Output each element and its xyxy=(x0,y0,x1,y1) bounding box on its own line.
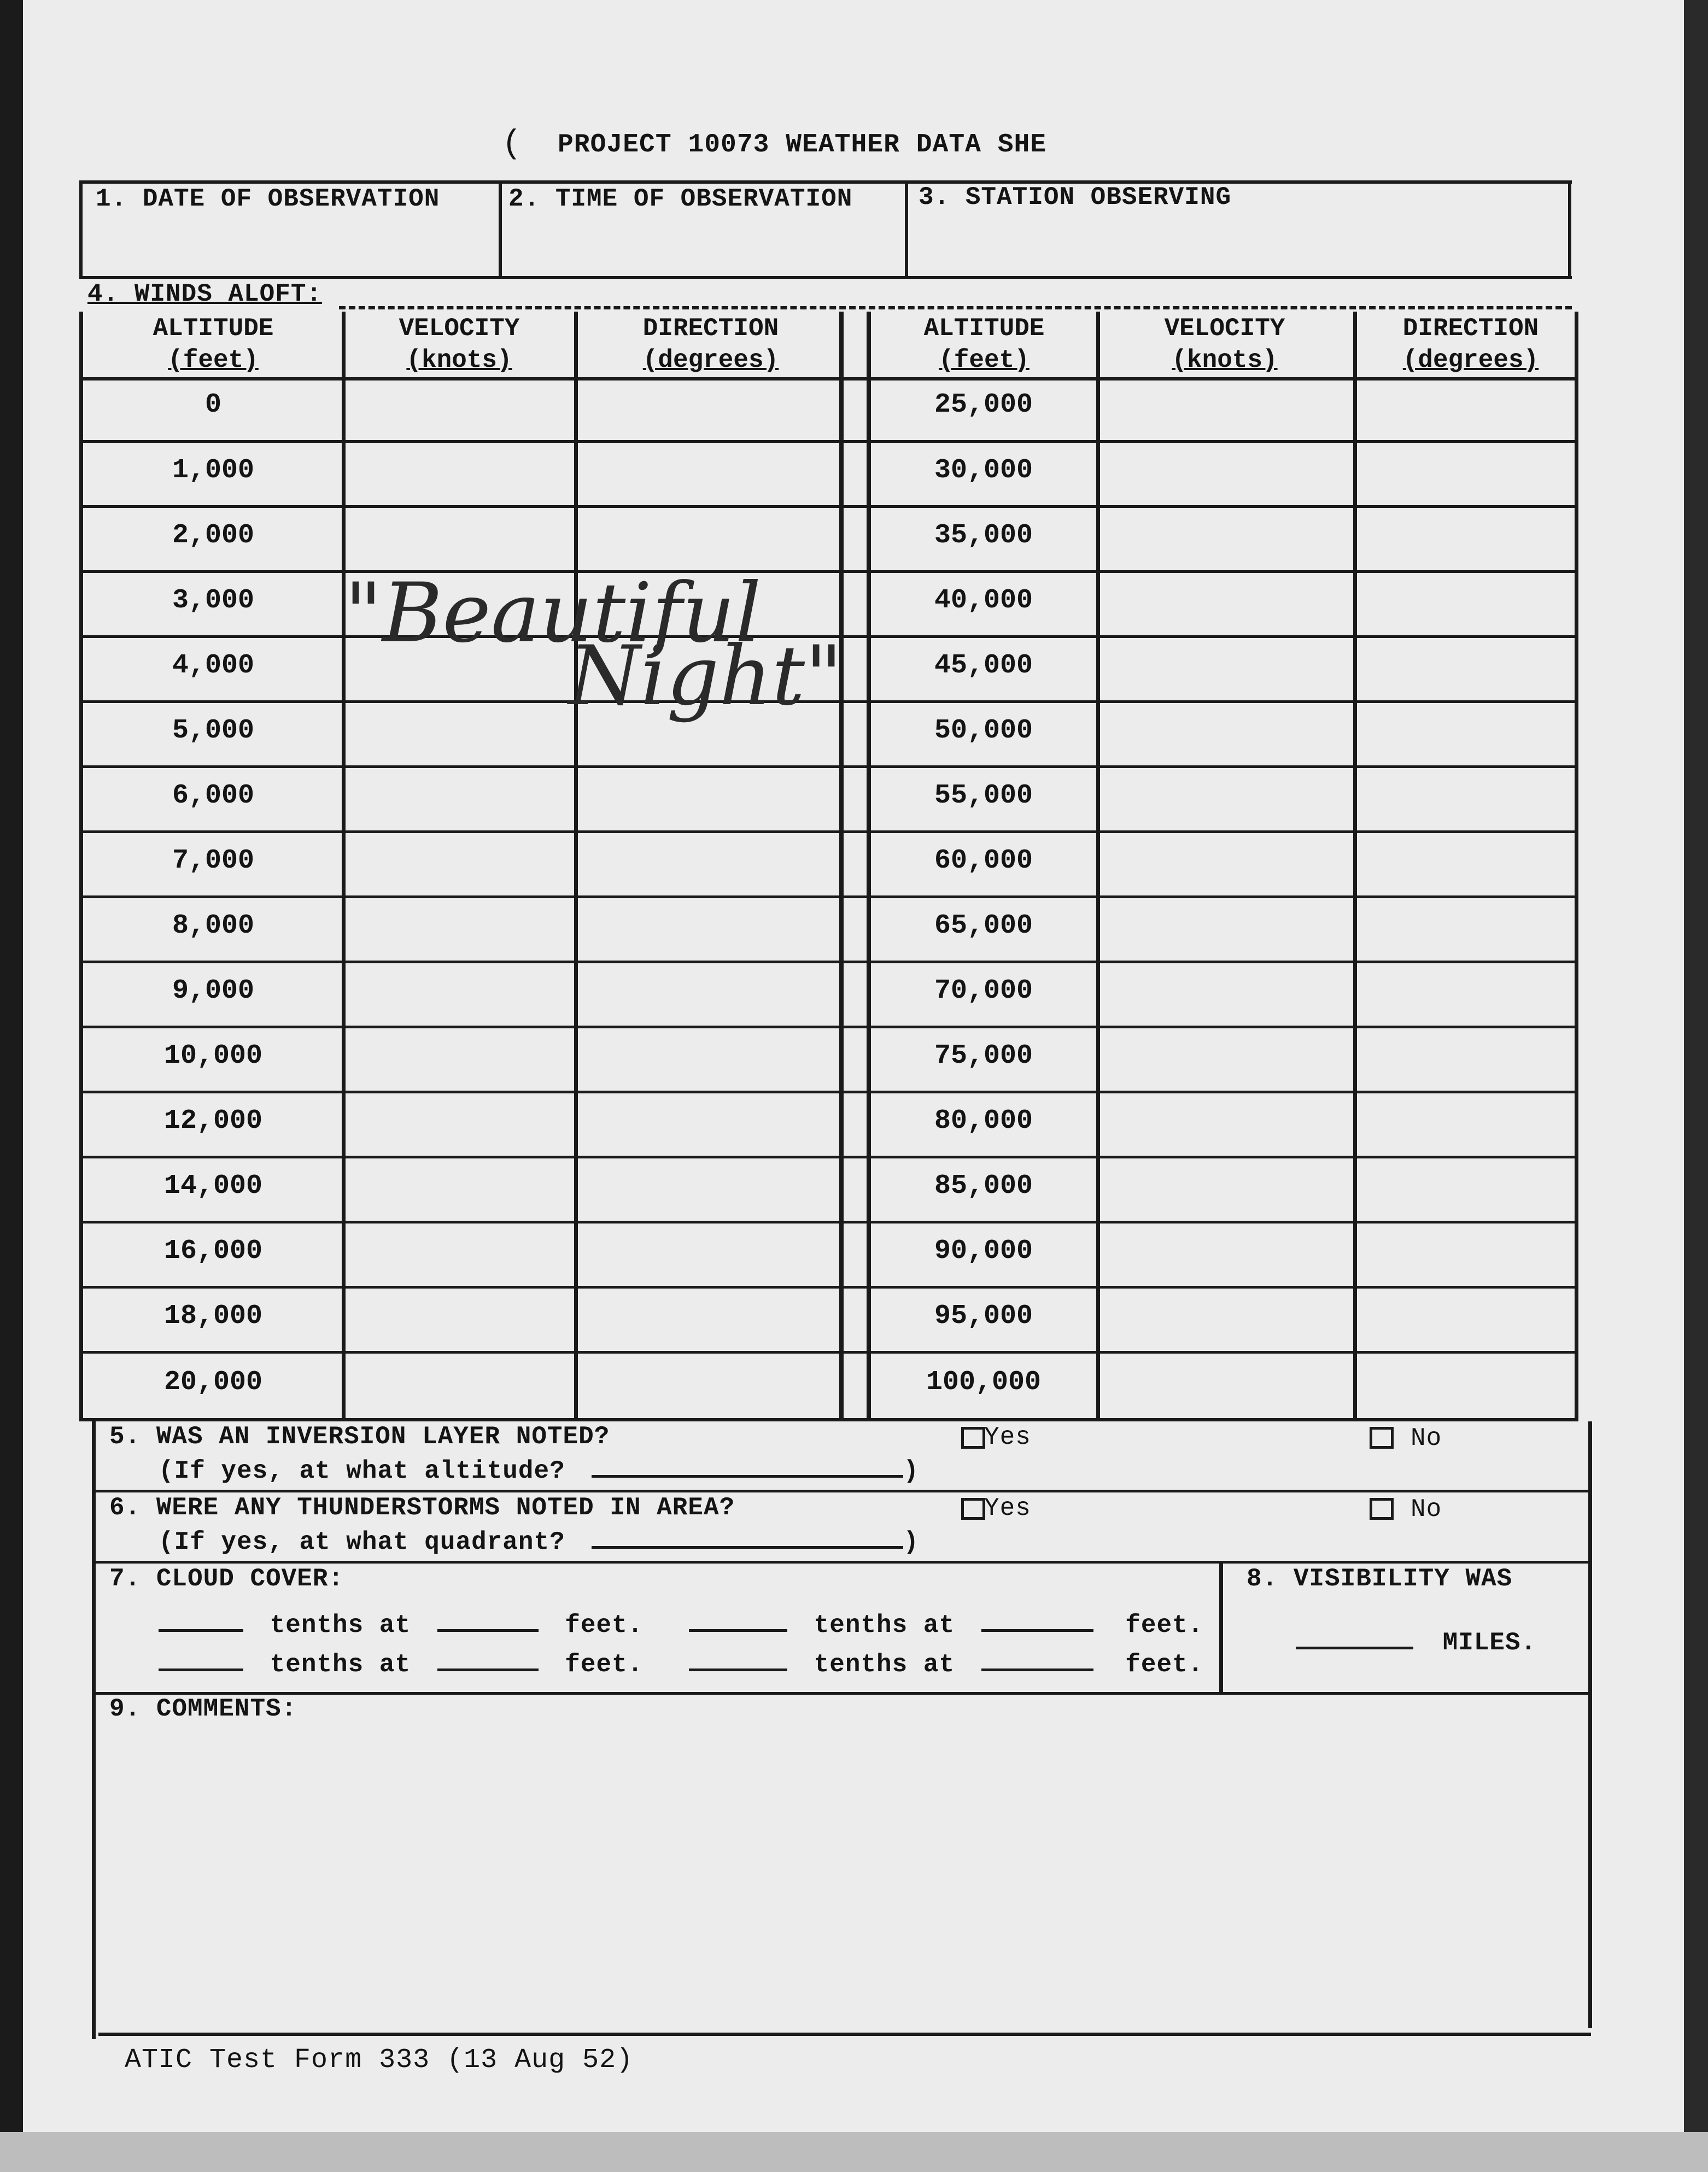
left-altitude-cell: 18,000 xyxy=(163,1301,263,1332)
left-altitude-cell: 7,000 xyxy=(172,845,255,876)
right-altitude-cell: 65,000 xyxy=(934,910,1033,941)
station-observing-label: 3. STATION OBSERVING xyxy=(919,183,1232,212)
q8-visibility-blank[interactable] xyxy=(1296,1625,1413,1649)
q6-yes-checkbox[interactable] xyxy=(961,1498,985,1520)
q5-yes-label: Yes xyxy=(984,1423,1031,1451)
right-altitude-cell: 95,000 xyxy=(934,1301,1033,1332)
left-altitude-cell: 2,000 xyxy=(172,520,255,551)
right-altitude-cell: 55,000 xyxy=(934,780,1033,811)
right-altitude-header: ALTITUDE (feet) xyxy=(923,314,1045,374)
right-altitude-cell: 100,000 xyxy=(926,1367,1042,1398)
left-altitude-cell: 3,000 xyxy=(172,585,255,616)
station-observing-field[interactable] xyxy=(910,219,1564,273)
right-altitude-cell: 60,000 xyxy=(934,845,1033,876)
scan-edge-right xyxy=(1684,0,1708,2172)
q5-yes-checkbox[interactable] xyxy=(961,1427,985,1449)
left-altitude-header: ALTITUDE (feet) xyxy=(153,314,274,374)
left-altitude-cell: 10,000 xyxy=(163,1040,263,1072)
left-direction-header: DIRECTION (degrees) xyxy=(642,314,779,374)
left-altitude-cell: 12,000 xyxy=(163,1105,263,1137)
form-title-open-paren: ( xyxy=(502,126,523,163)
right-velocity-header: VELOCITY (knots) xyxy=(1164,314,1285,374)
q7-tenths-blank[interactable] xyxy=(159,1607,243,1632)
q7-cloud-cover-label: 7. CLOUD COVER: xyxy=(109,1565,344,1593)
right-altitude-cell: 85,000 xyxy=(934,1170,1033,1202)
left-altitude-cell: 1,000 xyxy=(172,455,255,486)
q5-no-checkbox[interactable] xyxy=(1370,1427,1394,1449)
q6-thunderstorm-quadrant-blank[interactable] xyxy=(592,1524,903,1549)
right-altitude-cell: 75,000 xyxy=(934,1040,1033,1072)
time-of-observation-label: 2. TIME OF OBSERVATION xyxy=(508,185,853,213)
left-altitude-cell: 4,000 xyxy=(172,650,255,681)
left-altitude-cell: 0 xyxy=(204,389,221,420)
right-altitude-cell: 30,000 xyxy=(934,455,1033,486)
q7-cloud-cover-row2-left: tenths at feet. xyxy=(159,1647,643,1679)
q7-cloud-cover-row1-left: tenths at feet. xyxy=(159,1607,643,1640)
q6-no-checkbox[interactable] xyxy=(1370,1498,1394,1520)
left-altitude-cell: 8,000 xyxy=(172,910,255,941)
q7-tenths-blank[interactable] xyxy=(689,1607,787,1632)
form-title: PROJECT 10073 WEATHER DATA SHE xyxy=(558,130,1047,160)
scan-edge-left xyxy=(0,0,23,2172)
right-altitude-cell: 70,000 xyxy=(934,975,1033,1006)
winds-aloft-label: 4. WINDS ALOFT: xyxy=(87,280,323,308)
time-of-observation-field[interactable] xyxy=(504,219,900,273)
right-altitude-cell: 25,000 xyxy=(934,389,1033,420)
q6-thunderstorm-question: 6. WERE ANY THUNDERSTORMS NOTED IN AREA? xyxy=(109,1494,735,1522)
q7-cloud-cover-row1-right: tenths at feet. xyxy=(689,1607,1203,1640)
q7-feet-blank[interactable] xyxy=(981,1647,1093,1671)
left-altitude-cell: 9,000 xyxy=(172,975,255,1006)
winds-aloft-dashed-rule xyxy=(339,306,1572,309)
q5-no-label: No xyxy=(1411,1424,1442,1453)
q9-comments-field[interactable] xyxy=(98,1728,1586,2028)
date-of-observation-field[interactable] xyxy=(85,219,495,273)
q7-feet-blank[interactable] xyxy=(437,1647,539,1671)
q5-inversion-altitude-blank[interactable] xyxy=(592,1453,903,1478)
q7-feet-blank[interactable] xyxy=(437,1607,539,1632)
q8-visibility-miles: MILES. xyxy=(1296,1625,1536,1657)
handwritten-note-line1: "Beautiful xyxy=(344,566,762,661)
right-altitude-cell: 80,000 xyxy=(934,1105,1033,1137)
q6-yes-label: Yes xyxy=(984,1494,1031,1523)
date-of-observation-label: 1. DATE OF OBSERVATION xyxy=(96,185,440,213)
q6-no-label: No xyxy=(1411,1495,1442,1524)
right-altitude-cell: 50,000 xyxy=(934,715,1033,746)
left-altitude-cell: 20,000 xyxy=(163,1367,263,1398)
right-altitude-cell: 35,000 xyxy=(934,520,1033,551)
q7-cloud-cover-row2-right: tenths at feet. xyxy=(689,1647,1203,1679)
q7-tenths-blank[interactable] xyxy=(689,1647,787,1671)
q5-inversion-question: 5. WAS AN INVERSION LAYER NOTED? xyxy=(109,1422,610,1451)
left-altitude-cell: 5,000 xyxy=(172,715,255,746)
q9-comments-label: 9. COMMENTS: xyxy=(109,1695,297,1723)
q7-tenths-blank[interactable] xyxy=(159,1647,243,1671)
right-direction-header: DIRECTION (degrees) xyxy=(1402,314,1539,374)
right-altitude-cell: 90,000 xyxy=(934,1236,1033,1267)
left-altitude-cell: 14,000 xyxy=(163,1170,263,1202)
q5-inversion-altitude-prompt: (If yes, at what altitude? ) xyxy=(159,1453,919,1485)
right-altitude-cell: 40,000 xyxy=(934,585,1033,616)
q6-thunderstorm-quadrant-prompt: (If yes, at what quadrant? ) xyxy=(159,1524,919,1556)
left-altitude-cell: 16,000 xyxy=(163,1236,263,1267)
q7-feet-blank[interactable] xyxy=(981,1607,1093,1632)
handwritten-note-line2: Night" xyxy=(569,629,843,724)
form-footer: ATIC Test Form 333 (13 Aug 52) xyxy=(125,2045,634,2076)
right-altitude-cell: 45,000 xyxy=(934,650,1033,681)
scan-edge-bottom xyxy=(0,2132,1708,2172)
q8-visibility-label: 8. VISIBILITY WAS xyxy=(1247,1565,1513,1593)
left-altitude-cell: 6,000 xyxy=(172,780,255,811)
left-velocity-header: VELOCITY (knots) xyxy=(399,314,520,374)
